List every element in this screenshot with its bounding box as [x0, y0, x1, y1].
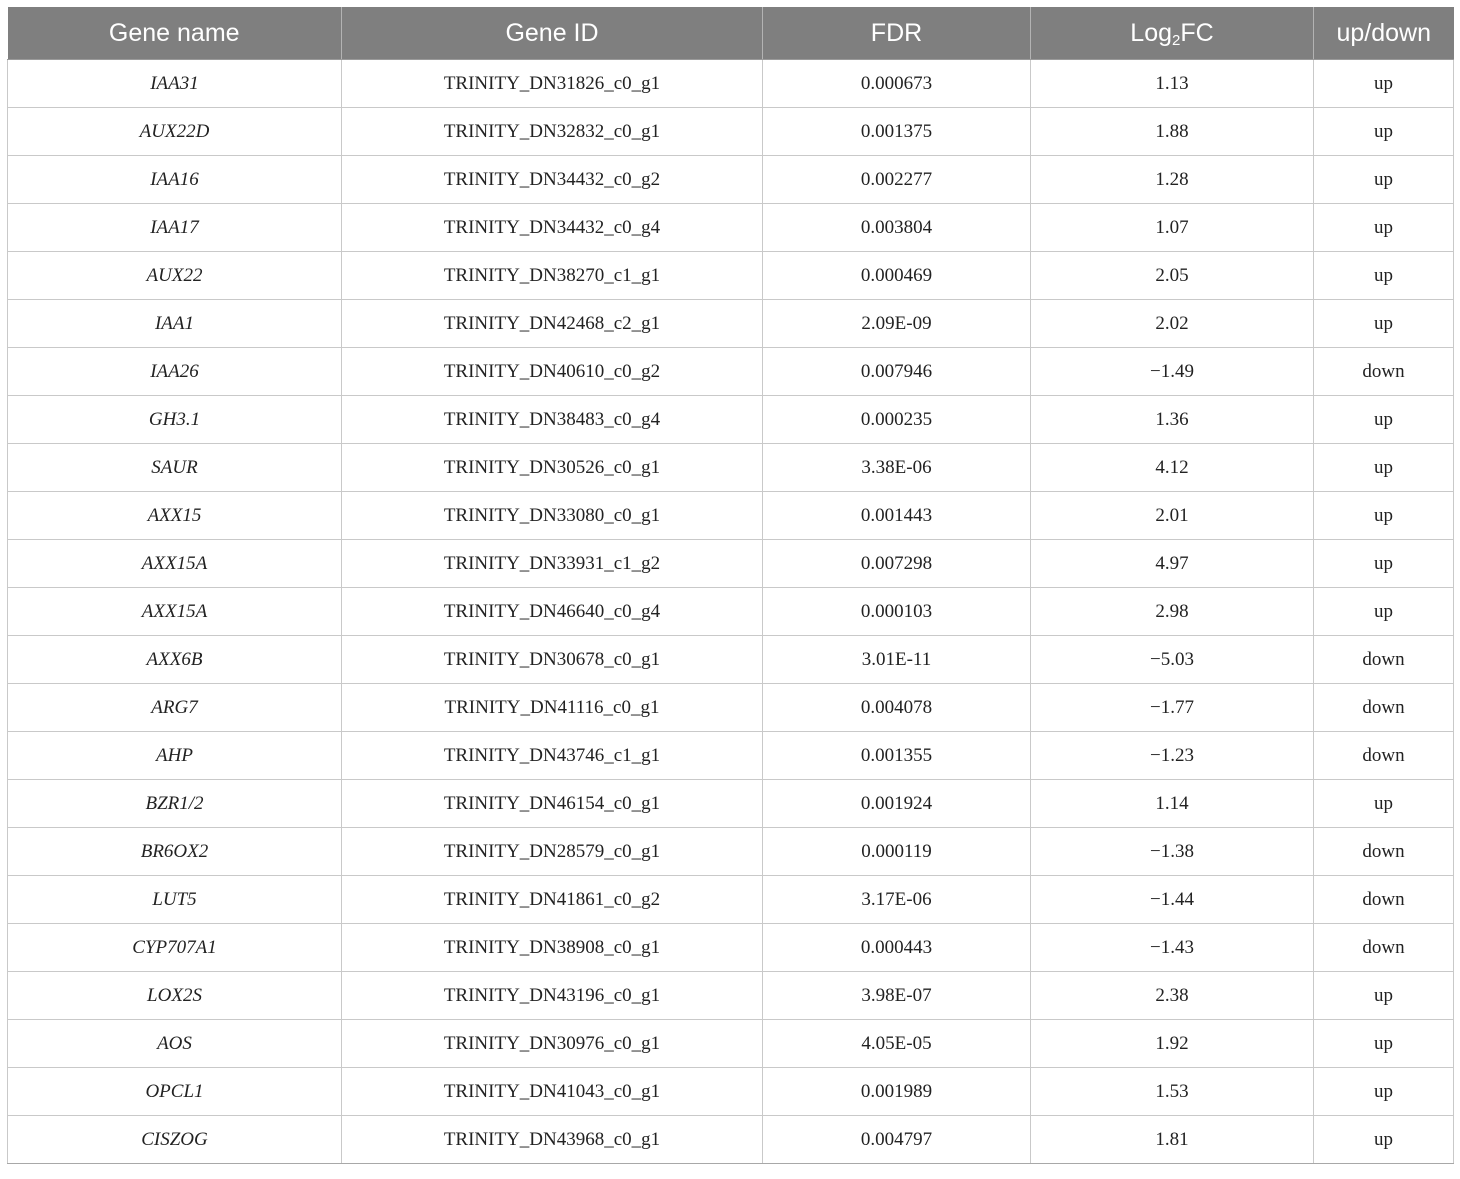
cell-gene-name: AXX15A	[8, 540, 342, 588]
cell-gene-id: TRINITY_DN43746_c1_g1	[342, 732, 763, 780]
cell-log2fc: 2.05	[1031, 252, 1314, 300]
cell-log2fc: 1.14	[1031, 780, 1314, 828]
cell-direction: down	[1314, 924, 1454, 972]
cell-gene-id: TRINITY_DN31826_c0_g1	[342, 60, 763, 108]
cell-fdr: 0.001989	[763, 1068, 1031, 1116]
cell-direction: down	[1314, 732, 1454, 780]
cell-direction: up	[1314, 588, 1454, 636]
cell-fdr: 0.001443	[763, 492, 1031, 540]
cell-fdr: 3.17E-06	[763, 876, 1031, 924]
header-row	[8, 7, 1454, 60]
cell-direction: up	[1314, 1020, 1454, 1068]
cell-gene-id: TRINITY_DN38270_c1_g1	[342, 252, 763, 300]
cell-log2fc: 4.12	[1031, 444, 1314, 492]
cell-gene-id: TRINITY_DN46640_c0_g4	[342, 588, 763, 636]
table-row	[8, 204, 1454, 252]
table-row	[8, 300, 1454, 348]
cell-log2fc: 1.81	[1031, 1116, 1314, 1164]
cell-log2fc: 4.97	[1031, 540, 1314, 588]
cell-gene-name: LUT5	[8, 876, 342, 924]
cell-direction: up	[1314, 300, 1454, 348]
cell-fdr: 0.000119	[763, 828, 1031, 876]
cell-gene-name: AUX22	[8, 252, 342, 300]
cell-gene-name: CYP707A1	[8, 924, 342, 972]
header-fdr: FDR	[763, 7, 1031, 60]
cell-fdr: 2.09E-09	[763, 300, 1031, 348]
cell-gene-id: TRINITY_DN41043_c0_g1	[342, 1068, 763, 1116]
cell-fdr: 0.003804	[763, 204, 1031, 252]
cell-fdr: 3.01E-11	[763, 636, 1031, 684]
cell-gene-id: TRINITY_DN38483_c0_g4	[342, 396, 763, 444]
cell-fdr: 0.000443	[763, 924, 1031, 972]
cell-direction: down	[1314, 636, 1454, 684]
cell-fdr: 0.002277	[763, 156, 1031, 204]
cell-log2fc: 1.53	[1031, 1068, 1314, 1116]
cell-direction: down	[1314, 348, 1454, 396]
cell-fdr: 3.38E-06	[763, 444, 1031, 492]
cell-direction: up	[1314, 108, 1454, 156]
cell-fdr: 0.007298	[763, 540, 1031, 588]
cell-gene-id: TRINITY_DN34432_c0_g2	[342, 156, 763, 204]
cell-direction: up	[1314, 492, 1454, 540]
cell-gene-name: AXX15A	[8, 588, 342, 636]
cell-gene-id: TRINITY_DN28579_c0_g1	[342, 828, 763, 876]
table-row	[8, 444, 1454, 492]
table-body	[8, 60, 1454, 1164]
cell-gene-id: TRINITY_DN33080_c0_g1	[342, 492, 763, 540]
cell-fdr: 3.98E-07	[763, 972, 1031, 1020]
header-gene-name: Gene name	[8, 7, 342, 60]
cell-gene-name: IAA16	[8, 156, 342, 204]
cell-gene-id: TRINITY_DN32832_c0_g1	[342, 108, 763, 156]
cell-log2fc: 2.01	[1031, 492, 1314, 540]
table-row	[8, 396, 1454, 444]
cell-direction: up	[1314, 972, 1454, 1020]
cell-direction: up	[1314, 1068, 1454, 1116]
cell-log2fc: 2.02	[1031, 300, 1314, 348]
cell-direction: down	[1314, 684, 1454, 732]
header-log2fc-subscript: 2	[1172, 31, 1181, 49]
cell-direction: up	[1314, 60, 1454, 108]
cell-gene-name: AHP	[8, 732, 342, 780]
cell-fdr: 0.001924	[763, 780, 1031, 828]
cell-gene-name: BZR1/2	[8, 780, 342, 828]
cell-gene-id: TRINITY_DN41116_c0_g1	[342, 684, 763, 732]
cell-direction: up	[1314, 1116, 1454, 1164]
cell-gene-id: TRINITY_DN40610_c0_g2	[342, 348, 763, 396]
cell-gene-id: TRINITY_DN30976_c0_g1	[342, 1020, 763, 1068]
cell-log2fc: 1.07	[1031, 204, 1314, 252]
cell-gene-name: SAUR	[8, 444, 342, 492]
cell-direction: up	[1314, 780, 1454, 828]
cell-gene-name: AOS	[8, 1020, 342, 1068]
cell-gene-id: TRINITY_DN30678_c0_g1	[342, 636, 763, 684]
table-row	[8, 1020, 1454, 1068]
table-row	[8, 828, 1454, 876]
table-row	[8, 780, 1454, 828]
header-log2fc-tail: FC	[1180, 18, 1214, 47]
cell-gene-id: TRINITY_DN46154_c0_g1	[342, 780, 763, 828]
cell-gene-id: TRINITY_DN34432_c0_g4	[342, 204, 763, 252]
cell-gene-name: IAA1	[8, 300, 342, 348]
cell-direction: up	[1314, 396, 1454, 444]
header-gene-id: Gene ID	[342, 7, 763, 60]
cell-log2fc: −1.23	[1031, 732, 1314, 780]
table-row	[8, 1068, 1454, 1116]
cell-gene-name: ARG7	[8, 684, 342, 732]
header-direction: up/down	[1314, 7, 1454, 60]
cell-fdr: 4.05E-05	[763, 1020, 1031, 1068]
cell-fdr: 0.000673	[763, 60, 1031, 108]
cell-gene-name: CISZOG	[8, 1116, 342, 1164]
table-row	[8, 732, 1454, 780]
table-row	[8, 540, 1454, 588]
cell-gene-id: TRINITY_DN41861_c0_g2	[342, 876, 763, 924]
cell-gene-id: TRINITY_DN33931_c1_g2	[342, 540, 763, 588]
cell-gene-id: TRINITY_DN42468_c2_g1	[342, 300, 763, 348]
cell-log2fc: −5.03	[1031, 636, 1314, 684]
cell-log2fc: 2.98	[1031, 588, 1314, 636]
table-row	[8, 60, 1454, 108]
table-row	[8, 588, 1454, 636]
cell-gene-name: GH3.1	[8, 396, 342, 444]
cell-gene-id: TRINITY_DN30526_c0_g1	[342, 444, 763, 492]
cell-direction: up	[1314, 540, 1454, 588]
cell-fdr: 0.000103	[763, 588, 1031, 636]
cell-log2fc: −1.44	[1031, 876, 1314, 924]
cell-fdr: 0.007946	[763, 348, 1031, 396]
cell-log2fc: −1.43	[1031, 924, 1314, 972]
cell-log2fc: 2.38	[1031, 972, 1314, 1020]
table-row	[8, 924, 1454, 972]
cell-direction: up	[1314, 156, 1454, 204]
cell-fdr: 0.000469	[763, 252, 1031, 300]
cell-fdr: 0.000235	[763, 396, 1031, 444]
cell-direction: up	[1314, 444, 1454, 492]
cell-direction: up	[1314, 252, 1454, 300]
cell-fdr: 0.001375	[763, 108, 1031, 156]
cell-log2fc: −1.49	[1031, 348, 1314, 396]
header-log2fc	[1031, 7, 1314, 60]
cell-log2fc: 1.36	[1031, 396, 1314, 444]
table-row	[8, 156, 1454, 204]
gene-expression-table	[7, 7, 1454, 1164]
header-log2fc-base: Log	[1130, 18, 1173, 47]
cell-gene-name: IAA31	[8, 60, 342, 108]
cell-log2fc: 1.88	[1031, 108, 1314, 156]
table-row	[8, 636, 1454, 684]
cell-log2fc: 1.28	[1031, 156, 1314, 204]
cell-gene-name: OPCL1	[8, 1068, 342, 1116]
table-row	[8, 972, 1454, 1020]
table-row	[8, 492, 1454, 540]
cell-gene-name: AXX15	[8, 492, 342, 540]
table-row	[8, 1116, 1454, 1164]
table-row	[8, 252, 1454, 300]
cell-gene-id: TRINITY_DN43196_c0_g1	[342, 972, 763, 1020]
cell-log2fc: −1.77	[1031, 684, 1314, 732]
cell-gene-name: LOX2S	[8, 972, 342, 1020]
cell-log2fc: −1.38	[1031, 828, 1314, 876]
cell-direction: down	[1314, 828, 1454, 876]
cell-direction: up	[1314, 204, 1454, 252]
cell-gene-name: AXX6B	[8, 636, 342, 684]
cell-gene-name: BR6OX2	[8, 828, 342, 876]
cell-fdr: 0.001355	[763, 732, 1031, 780]
cell-gene-id: TRINITY_DN38908_c0_g1	[342, 924, 763, 972]
table-row	[8, 108, 1454, 156]
cell-log2fc: 1.13	[1031, 60, 1314, 108]
table-row	[8, 684, 1454, 732]
cell-gene-id: TRINITY_DN43968_c0_g1	[342, 1116, 763, 1164]
cell-fdr: 0.004797	[763, 1116, 1031, 1164]
cell-gene-name: IAA26	[8, 348, 342, 396]
cell-direction: down	[1314, 876, 1454, 924]
table-row	[8, 348, 1454, 396]
table-header	[8, 7, 1454, 60]
cell-gene-name: AUX22D	[8, 108, 342, 156]
table-row	[8, 876, 1454, 924]
cell-fdr: 0.004078	[763, 684, 1031, 732]
cell-gene-name: IAA17	[8, 204, 342, 252]
cell-log2fc: 1.92	[1031, 1020, 1314, 1068]
